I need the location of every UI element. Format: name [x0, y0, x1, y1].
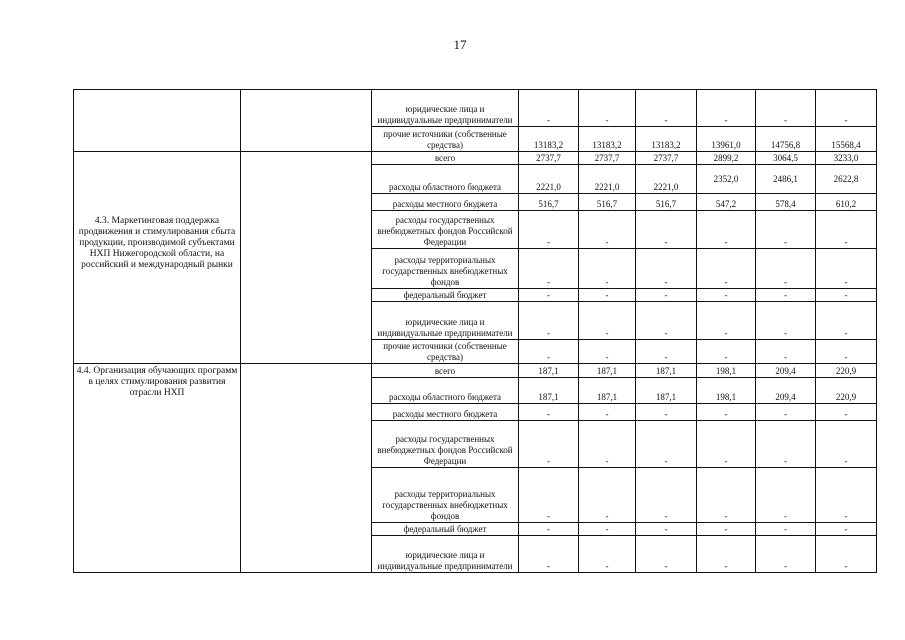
value-cell: - — [519, 90, 579, 127]
value-cell: 187,1 — [636, 378, 697, 404]
value-cell: - — [519, 249, 579, 289]
value-cell: - — [756, 340, 816, 364]
value-cell: 15568,4 — [816, 127, 877, 152]
value-cell: - — [636, 289, 697, 302]
value-cell: - — [816, 404, 877, 421]
value-cell: - — [697, 211, 756, 249]
source-cell: федеральный бюджет — [372, 523, 519, 536]
source-cell: юридические лица и индивидуальные предприниматели — [372, 90, 519, 127]
value-cell: - — [697, 340, 756, 364]
value-cell: - — [636, 421, 697, 468]
value-cell: - — [636, 340, 697, 364]
value-cell: - — [519, 523, 579, 536]
value-cell: - — [636, 523, 697, 536]
value-cell: 578,4 — [756, 194, 816, 211]
value-cell: - — [697, 523, 756, 536]
value-cell: 3064,5 — [756, 152, 816, 165]
value-cell: 3233,0 — [816, 152, 877, 165]
executor-cell — [241, 364, 372, 573]
value-cell: - — [816, 421, 877, 468]
value-cell: 13183,2 — [519, 127, 579, 152]
value-cell: 2221,0 — [519, 165, 579, 194]
value-cell: - — [816, 468, 877, 523]
value-cell: - — [519, 421, 579, 468]
value-cell: - — [519, 211, 579, 249]
table-row — [74, 90, 877, 127]
value-cell: 13961,0 — [697, 127, 756, 152]
value-cell: 516,7 — [579, 194, 636, 211]
value-cell: - — [579, 90, 636, 127]
value-cell: 187,1 — [519, 364, 579, 378]
source-cell: расходы областного бюджета — [372, 165, 519, 194]
value-cell: - — [519, 536, 579, 573]
value-cell: 2221,0 — [636, 165, 697, 194]
value-cell: 13183,2 — [579, 127, 636, 152]
value-cell: 198,1 — [697, 364, 756, 378]
value-cell: - — [756, 523, 816, 536]
value-cell: 516,7 — [636, 194, 697, 211]
value-cell: - — [636, 302, 697, 340]
value-cell: 14756,8 — [756, 127, 816, 152]
value-cell: 209,4 — [756, 364, 816, 378]
value-cell: 610,2 — [816, 194, 877, 211]
value-cell: 187,1 — [636, 364, 697, 378]
value-cell: 187,1 — [519, 378, 579, 404]
value-cell: - — [579, 404, 636, 421]
value-cell: - — [756, 468, 816, 523]
value-cell: - — [816, 289, 877, 302]
source-cell: прочие источники (собственные средства) — [372, 127, 519, 152]
source-cell: расходы областного бюджета — [372, 378, 519, 404]
value-cell: - — [519, 289, 579, 302]
budget-table-body — [74, 90, 877, 573]
value-cell: - — [519, 340, 579, 364]
source-cell: расходы территориальных государственных внебюджетных фондов — [372, 249, 519, 289]
value-cell: - — [697, 536, 756, 573]
value-cell: - — [579, 421, 636, 468]
value-cell: - — [579, 289, 636, 302]
value-cell: - — [756, 404, 816, 421]
source-cell: расходы местного бюджета — [372, 404, 519, 421]
value-cell: - — [579, 523, 636, 536]
value-cell: - — [816, 249, 877, 289]
source-cell: федеральный бюджет — [372, 289, 519, 302]
value-cell: - — [636, 468, 697, 523]
value-cell: - — [519, 302, 579, 340]
value-cell: 220,9 — [816, 364, 877, 378]
measure-cell: 4.3. Маркетинговая поддержка продвижения и стимулирования сбыта продукции, производимой субъектами НХП Нижегородской области, на российский и международный рынки — [74, 152, 241, 364]
value-cell: - — [579, 340, 636, 364]
source-cell: расходы местного бюджета — [372, 194, 519, 211]
value-cell: - — [636, 211, 697, 249]
source-cell: юридические лица и индивидуальные предприниматели — [372, 302, 519, 340]
value-cell: - — [697, 249, 756, 289]
measure-cell — [74, 90, 241, 152]
value-cell: 2486,1 — [756, 165, 816, 194]
source-cell: всего — [372, 152, 519, 165]
value-cell: - — [756, 289, 816, 302]
value-cell: - — [697, 468, 756, 523]
value-cell: - — [816, 340, 877, 364]
value-cell: 198,1 — [697, 378, 756, 404]
value-cell: - — [756, 90, 816, 127]
value-cell: 547,2 — [697, 194, 756, 211]
source-cell: юридические лица и индивидуальные предприниматели — [372, 536, 519, 573]
source-cell: всего — [372, 364, 519, 378]
value-cell: 2737,7 — [519, 152, 579, 165]
value-cell: 209,4 — [756, 378, 816, 404]
value-cell: - — [579, 211, 636, 249]
value-cell: - — [816, 90, 877, 127]
value-cell: - — [816, 536, 877, 573]
value-cell: - — [697, 404, 756, 421]
value-cell: - — [816, 302, 877, 340]
value-cell: 2221,0 — [579, 165, 636, 194]
value-cell: 187,1 — [579, 364, 636, 378]
value-cell: - — [697, 302, 756, 340]
value-cell: - — [697, 421, 756, 468]
value-cell: - — [756, 302, 816, 340]
value-cell: 516,7 — [519, 194, 579, 211]
value-cell: 187,1 — [579, 378, 636, 404]
value-cell: - — [816, 211, 877, 249]
budget-table — [73, 89, 877, 573]
value-cell: - — [756, 421, 816, 468]
value-cell: - — [756, 249, 816, 289]
value-cell: 2737,7 — [636, 152, 697, 165]
source-cell: прочие источники (собственные средства) — [372, 340, 519, 364]
value-cell: - — [519, 404, 579, 421]
value-cell: - — [636, 536, 697, 573]
table-row — [74, 152, 877, 165]
source-cell: расходы государственных внебюджетных фондов Российской Федерации — [372, 421, 519, 468]
value-cell: - — [636, 249, 697, 289]
value-cell: - — [579, 536, 636, 573]
value-cell: - — [756, 211, 816, 249]
value-cell: - — [697, 90, 756, 127]
value-cell: 220,9 — [816, 378, 877, 404]
value-cell: - — [756, 536, 816, 573]
source-cell: расходы государственных внебюджетных фондов Российской Федерации — [372, 211, 519, 249]
executor-cell — [241, 152, 372, 364]
page-number: 17 — [453, 37, 467, 52]
value-cell: - — [816, 523, 877, 536]
value-cell: 2737,7 — [579, 152, 636, 165]
measure-cell: 4.4. Организация обучающих программ в целях стимулирования развития отрасли НХП — [74, 364, 241, 573]
value-cell: - — [697, 289, 756, 302]
value-cell: - — [636, 90, 697, 127]
source-cell: расходы территориальных государственных внебюджетных фондов — [372, 468, 519, 523]
value-cell: - — [579, 302, 636, 340]
value-cell: 2352,0 — [697, 165, 756, 194]
value-cell: 13183,2 — [636, 127, 697, 152]
value-cell: - — [579, 468, 636, 523]
value-cell: 2899,2 — [697, 152, 756, 165]
value-cell: 2622,8 — [816, 165, 877, 194]
value-cell: - — [519, 468, 579, 523]
executor-cell — [241, 90, 372, 152]
table-row — [74, 364, 877, 378]
value-cell: - — [636, 404, 697, 421]
value-cell: - — [579, 249, 636, 289]
